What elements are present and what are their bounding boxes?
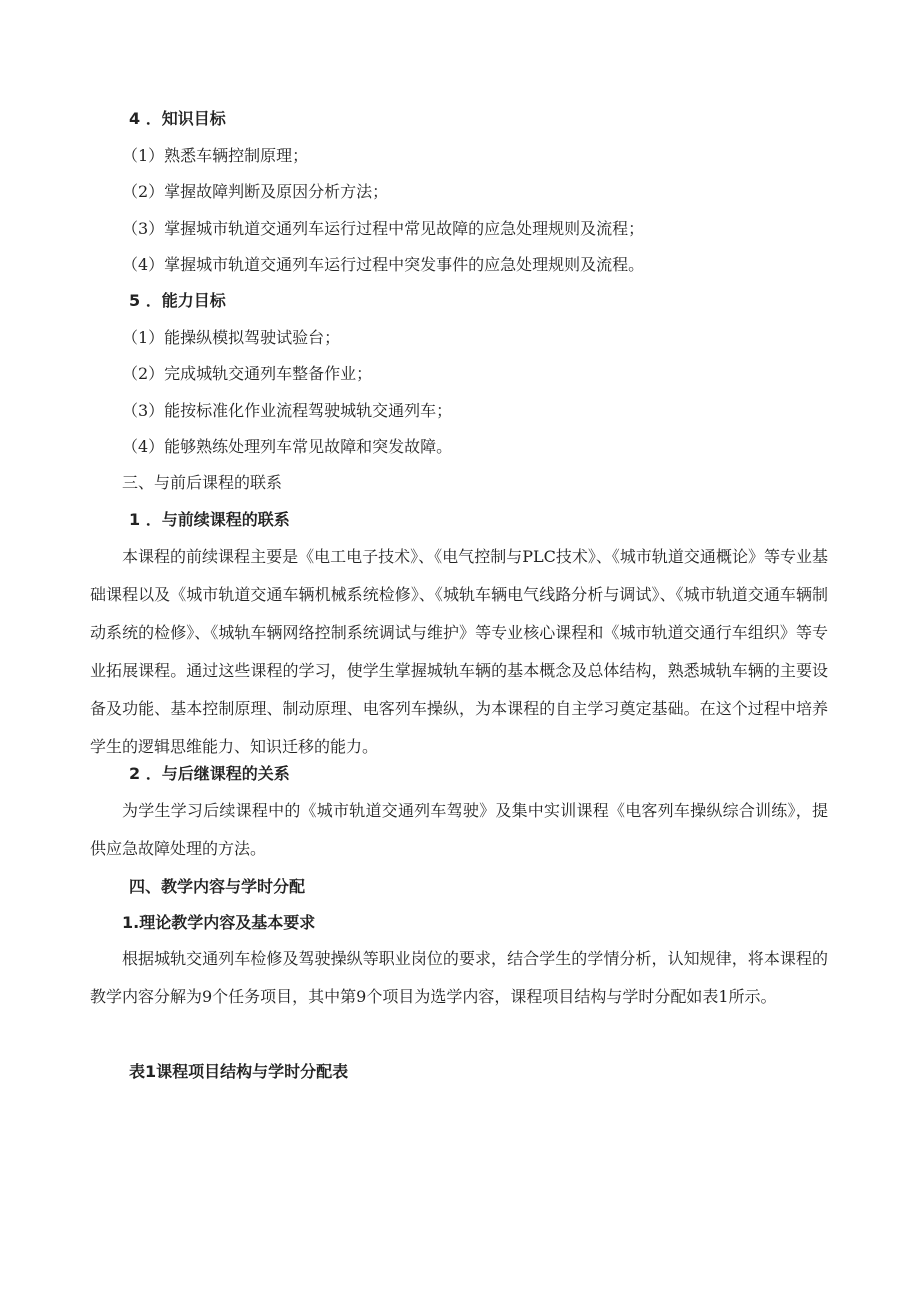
ability-item-4: （4）能够熟练处理列车常见故障和突发故障。 — [122, 437, 453, 456]
theory-content-heading: 1.理论教学内容及基本要求 — [122, 913, 316, 932]
knowledge-item-2: （2）掌握故障判断及原因分析方法； — [122, 182, 389, 201]
course-relation-heading: 三、与前后课程的联系 — [122, 473, 283, 492]
teaching-content-heading: 四、教学内容与学时分配 — [129, 877, 306, 896]
theory-content-paragraph: 根据城轨交通列车检修及驾驶操纵等职业岗位的要求，结合学生的学情分析，认知规律，将本课程的教学内容分解为9个任务项目，其中第9个项目为选学内容，课程项目结构与学时分配如表1所示。 — [90, 949, 828, 1006]
prior-course-heading: 1 ．与前续课程的联系 — [129, 510, 290, 529]
ability-item-2: （2）完成城轨交通列车整备作业； — [122, 364, 373, 383]
follow-course-heading: 2 ．与后继课程的关系 — [129, 764, 290, 783]
ability-item-3: （3）能按标准化作业流程驾驶城轨交通列车； — [122, 401, 453, 420]
ability-item-1: （1）能操纵模拟驾驶试验台； — [122, 328, 341, 347]
follow-course-paragraph: 为学生学习后续课程中的《城市轨道交通列车驾驶》及集中实训课程《电客列车操纵综合训练》，提供应急故障处理的方法。 — [90, 801, 828, 858]
prior-course-paragraph: 本课程的前续课程主要是《电工电子技术》、《电气控制与PLC技术》、《城市轨道交通概论》等专业基础课程以及《城市轨道交通车辆机械系统检修》、《城轨车辆电气线路分析与调试》、《城市轨道交通车辆制动系统的检修》、《城轨车辆网络控制系统调试与维护》等专业核心课程和《城市轨道交通行车组织》等专业拓展课程。通过这些课程的学习，使学生掌握城轨车辆的基本概念及总体结构，熟悉城轨车辆的主要设备及功能、基本控制原理、制动原理、电客列车操纵，为本课程的自主学习奠定基础。在这个过程中培养学生的逻辑思维能力、知识迁移的能力。 — [90, 547, 828, 756]
ability-goals-heading: 5 ．能力目标 — [129, 291, 226, 310]
knowledge-item-1: （1）熟悉车辆控制原理； — [122, 146, 309, 165]
knowledge-item-4: （4）掌握城市轨道交通列车运行过程中突发事件的应急处理规则及流程。 — [122, 255, 645, 274]
knowledge-goals-heading: 4 ．知识目标 — [129, 109, 226, 128]
table-caption: 表1课程项目结构与学时分配表 — [129, 1062, 349, 1081]
knowledge-item-3: （3）掌握城市轨道交通列车运行过程中常见故障的应急处理规则及流程； — [122, 219, 645, 238]
